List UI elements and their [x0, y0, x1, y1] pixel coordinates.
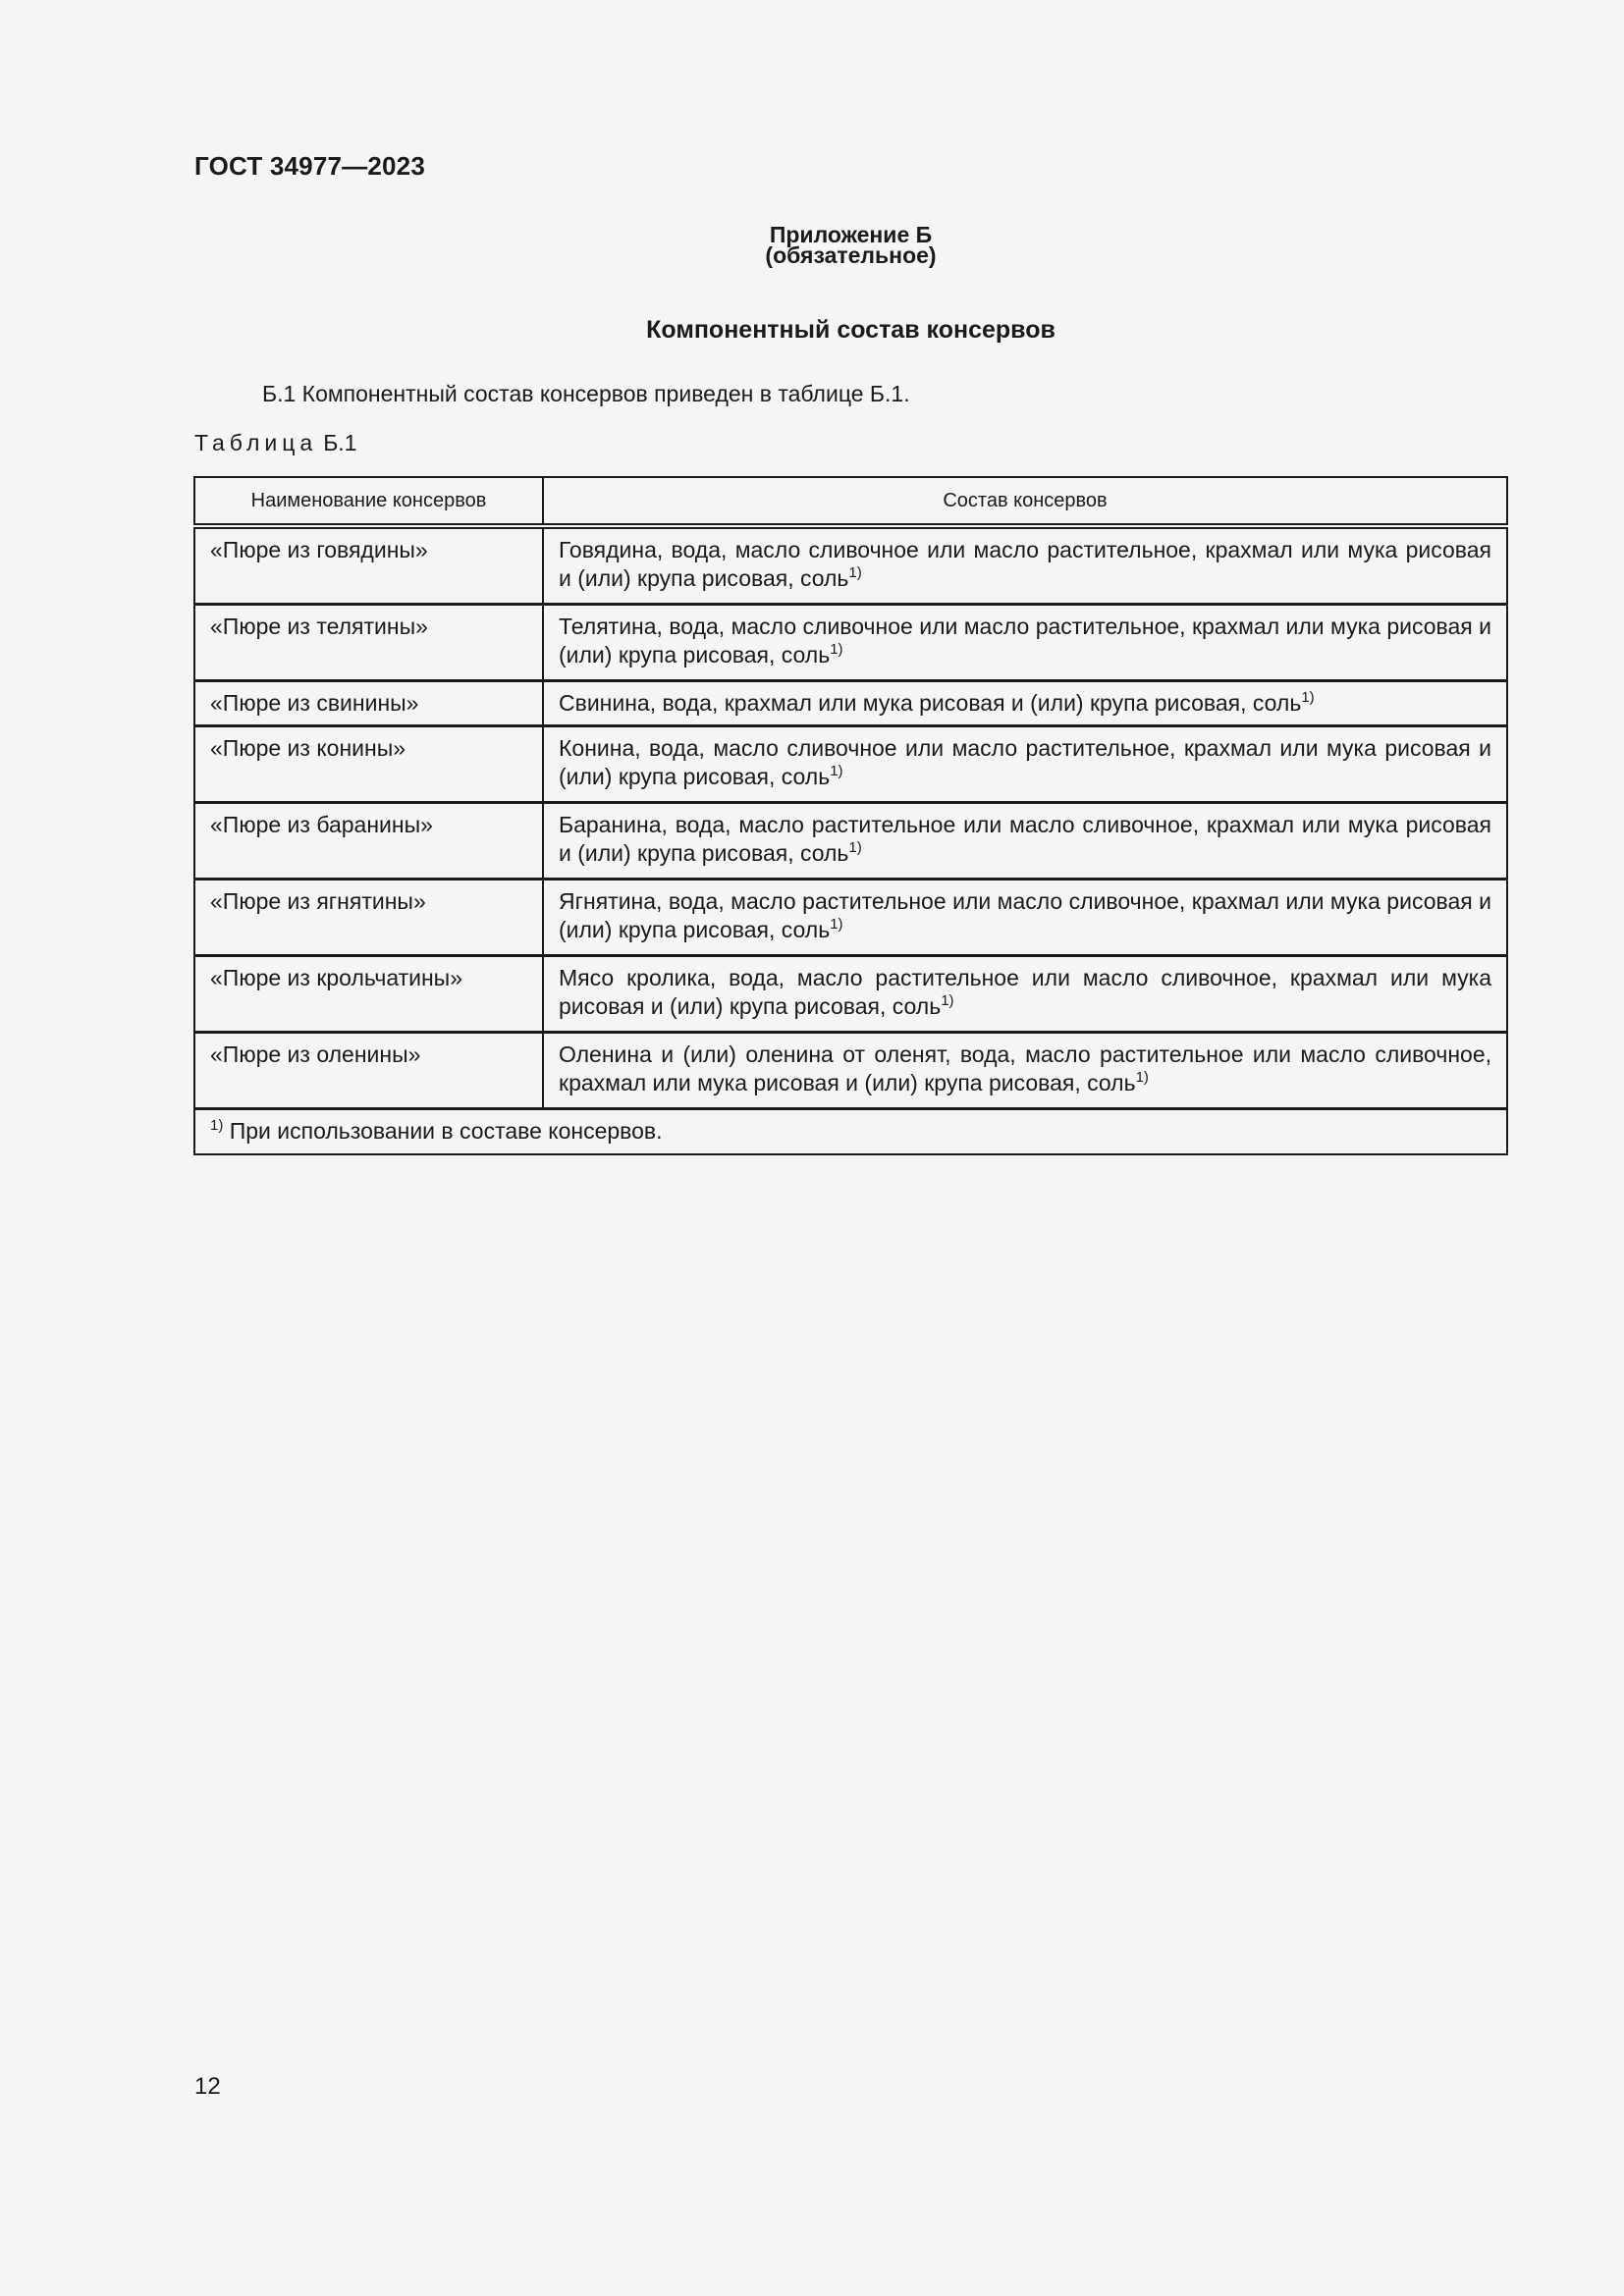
table-caption — [194, 430, 356, 456]
footnote-ref: 1) — [1301, 689, 1315, 706]
table-footnote — [194, 1109, 1507, 1155]
footnote-ref: 1) — [848, 839, 862, 856]
product-composition — [543, 526, 1507, 605]
table-row — [194, 605, 1507, 681]
table-row — [194, 681, 1507, 726]
table-footnote-row — [194, 1109, 1507, 1155]
product-name: «Пюре из ягнятины» — [194, 880, 543, 956]
page-number: 12 — [194, 2073, 221, 2100]
table-row — [194, 1033, 1507, 1109]
product-name: «Пюре из крольчатины» — [194, 956, 543, 1033]
footnote-ref: 1) — [941, 992, 954, 1009]
product-composition — [543, 880, 1507, 956]
table-row — [194, 726, 1507, 803]
composition-text: Телятина, вода, масло сливочное или масло растительное, крахмал или мука рисовая и (или) крупа рисовая, соль — [559, 614, 1491, 667]
composition-text: Мясо кролика, вода, масло растительное или масло сливочное, крахмал или мука рисовая и (или) крупа рисовая, соль — [559, 965, 1491, 1019]
product-name: «Пюре из конины» — [194, 726, 543, 803]
composition-text: Оленина и (или) оленина от оленят, вода, масло растительное или масло сливочное, крахмал или мука рисовая и (или) крупа рисовая, соль — [559, 1041, 1491, 1095]
composition-table — [193, 476, 1508, 1155]
product-composition — [543, 1033, 1507, 1109]
product-composition — [543, 605, 1507, 681]
composition-text: Свинина, вода, крахмал или мука рисовая и (или) крупа рисовая, соль — [559, 690, 1302, 716]
composition-text: Говядина, вода, масло сливочное или масло растительное, крахмал или мука рисовая и (или) крупа рисовая, соль — [559, 537, 1491, 591]
product-name: «Пюре из оленины» — [194, 1033, 543, 1109]
document-code: ГОСТ 34977—2023 — [194, 151, 425, 181]
composition-text: Конина, вода, масло сливочное или масло растительное, крахмал или мука рисовая и (или) крупа рисовая, соль — [559, 735, 1491, 789]
product-name: «Пюре из говядины» — [194, 526, 543, 605]
section-title: Компонентный состав консервов — [646, 316, 1056, 344]
product-name: «Пюре из свинины» — [194, 681, 543, 726]
footnote-ref: 1) — [848, 564, 862, 581]
table-header-row — [194, 477, 1507, 526]
product-name: «Пюре из баранины» — [194, 803, 543, 880]
table-row — [194, 956, 1507, 1033]
product-composition — [543, 681, 1507, 726]
table-row — [194, 880, 1507, 956]
table-caption-label: Таблица — [194, 430, 318, 455]
footnote-mark: 1) — [210, 1117, 224, 1134]
table-row — [194, 526, 1507, 605]
appendix-status: (обязательное) — [765, 242, 937, 268]
table-caption-number: Б.1 — [323, 430, 357, 455]
footnote-ref: 1) — [830, 916, 843, 933]
product-composition — [543, 803, 1507, 880]
composition-text: Ягнятина, вода, масло растительное или масло сливочное, крахмал или мука рисовая и (или) крупа рисовая, соль — [559, 888, 1491, 942]
product-name: «Пюре из телятины» — [194, 605, 543, 681]
appendix-title: Приложение Б — [769, 222, 933, 247]
product-composition — [543, 956, 1507, 1033]
column-header-composition: Состав консервов — [543, 477, 1507, 526]
footnote-ref: 1) — [830, 641, 843, 658]
intro-paragraph: Б.1 Компонентный состав консервов приведен в таблице Б.1. — [262, 381, 910, 406]
footnote-text: При использовании в составе консервов. — [229, 1118, 663, 1144]
footnote-ref: 1) — [1135, 1069, 1149, 1086]
footnote-ref: 1) — [830, 763, 843, 779]
product-composition — [543, 726, 1507, 803]
table-row — [194, 803, 1507, 880]
column-header-name: Наименование консервов — [194, 477, 543, 526]
composition-text: Баранина, вода, масло растительное или масло сливочное, крахмал или мука рисовая и (или) крупа рисовая, соль — [559, 812, 1491, 866]
